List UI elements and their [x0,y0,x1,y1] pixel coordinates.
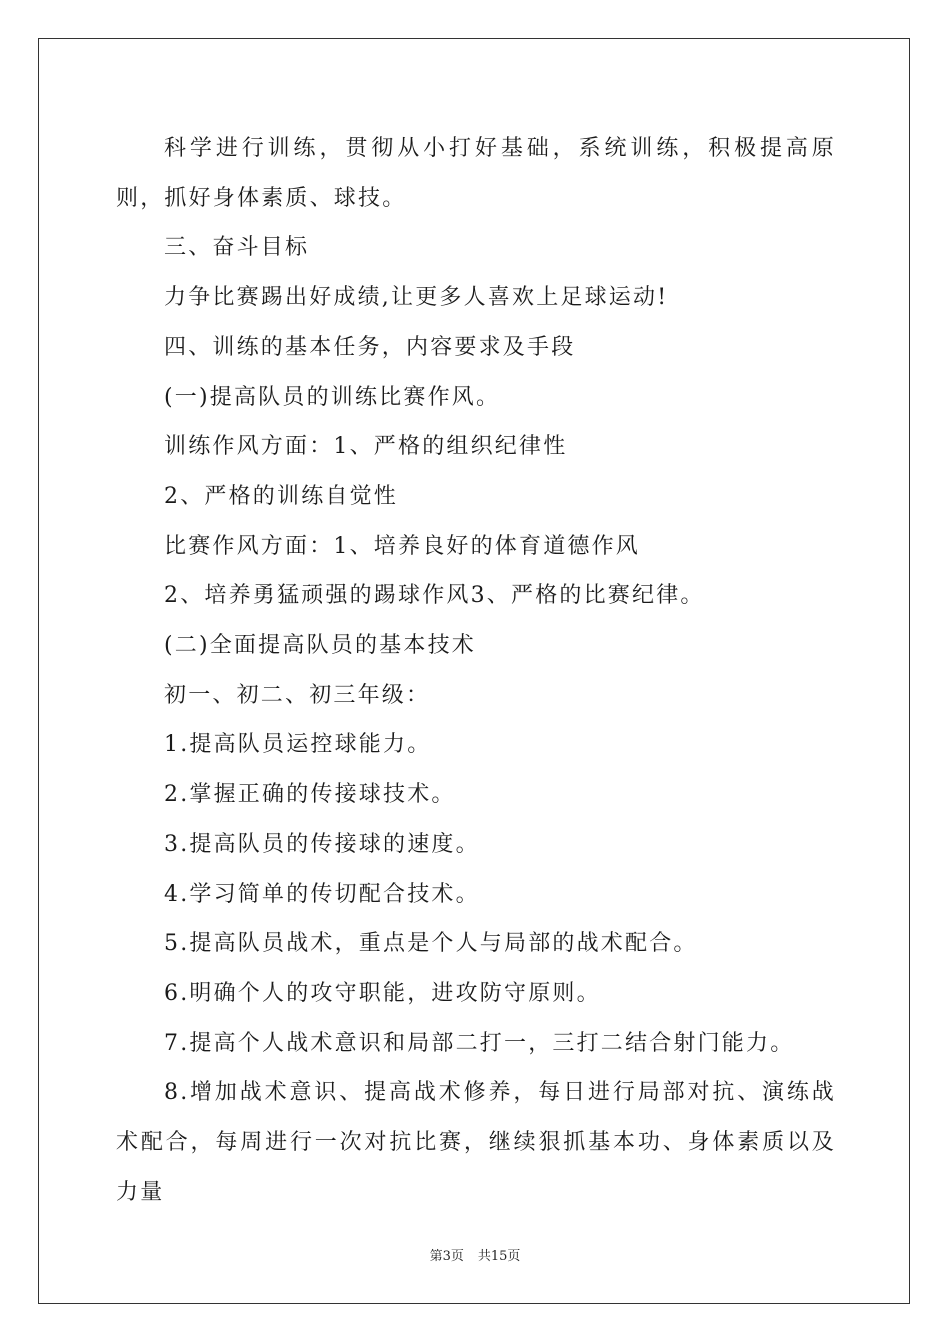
paragraph-14: 3.提高队员的传接球的速度。 [164,831,480,857]
paragraph-3: 力争比赛踢出好成绩,让更多人喜欢上足球运动! [164,285,669,311]
paragraph-2: 三、奋斗目标 [164,235,310,261]
paragraph-6: 训练作风方面：1、严格的组织纪律性 [164,434,568,460]
paragraph-11: 初一、初二、初三年级： [164,682,431,708]
paragraph-12: 1.提高队员运控球能力。 [164,732,432,758]
paragraph-19: 8.增加战术意识、提高战术修养，每日进行局部对抗、演练战术配合，每周进行一次对抗比赛，继续狠抓基本功、身体素质以及力量 [116,1080,836,1205]
paragraph-4: 四、训练的基本任务，内容要求及手段 [164,334,576,360]
page-number: 第3页 [429,1249,464,1264]
paragraph-16: 5.提高队员战术，重点是个人与局部的战术配合。 [164,931,698,957]
paragraph-8: 比赛作风方面：1、培养良好的体育道德作风 [164,533,640,559]
paragraph-1: 科学进行训练，贯彻从小打好基础，系统训练，积极提高原则，抓好身体素质、球技。 [116,136,836,211]
page-total: 共15页 [477,1249,521,1264]
paragraph-10: (二)全面提高队员的基本技术 [164,633,476,659]
document-body [116,124,836,1217]
paragraph-5: (一)提高队员的训练比赛作风。 [164,384,501,410]
paragraph-13: 2.掌握正确的传接球技术。 [164,782,456,808]
paragraph-7: 2、严格的训练自觉性 [164,483,398,509]
paragraph-18: 7.提高个人战术意识和局部二打一，三打二结合射门能力。 [164,1030,795,1056]
paragraph-9: 2、培养勇猛顽强的踢球作风3、严格的比赛纪律。 [164,583,705,609]
paragraph-17: 6.明确个人的攻守职能，进攻防守原则。 [164,980,601,1006]
paragraph-15: 4.学习简单的传切配合技术。 [164,881,480,907]
page-footer [0,1245,950,1264]
